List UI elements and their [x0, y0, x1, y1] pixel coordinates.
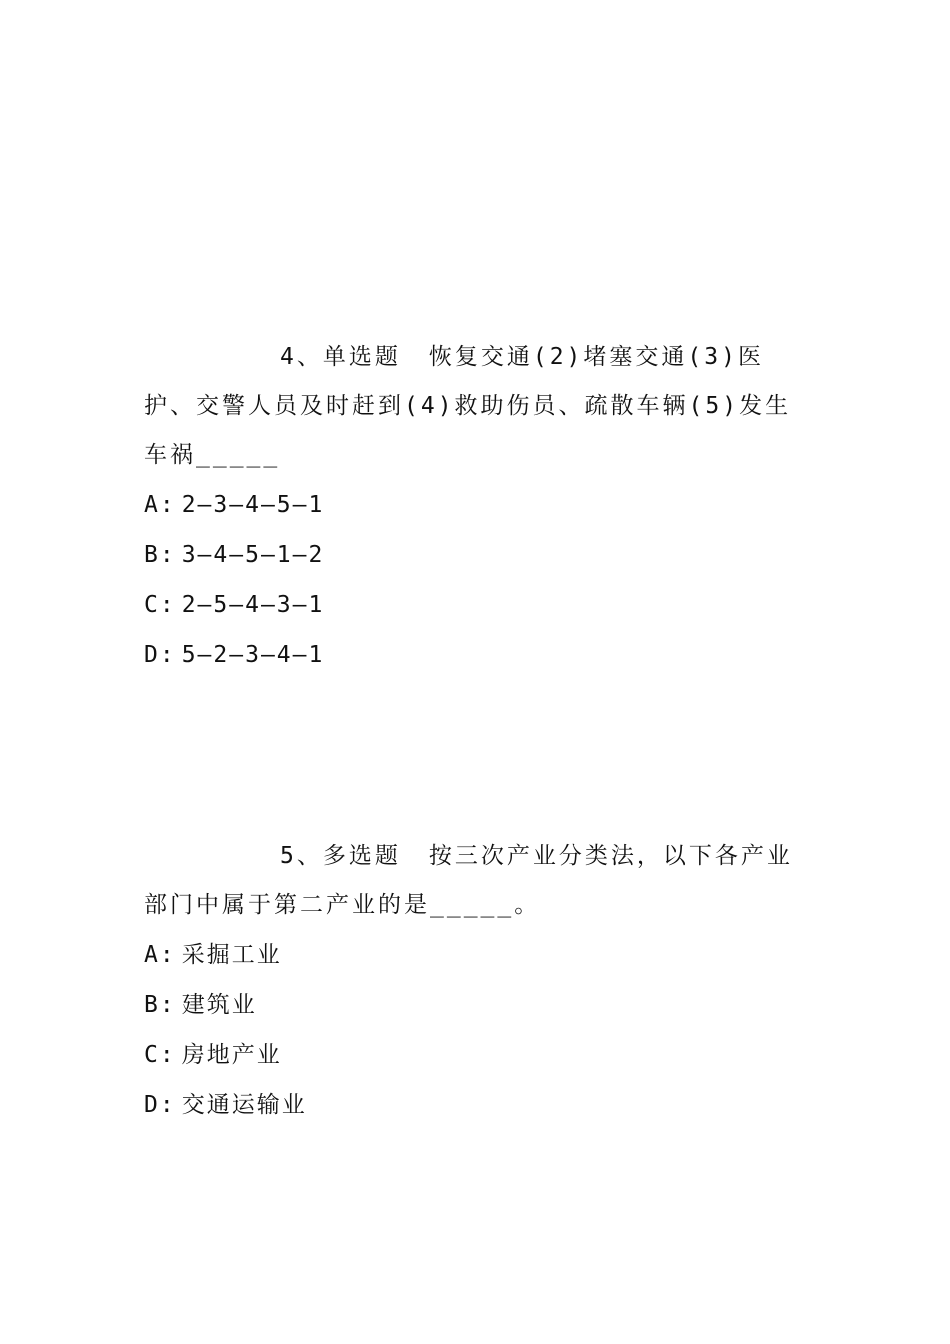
option-c[interactable] [144, 580, 804, 630]
option-text: 2—3—4—5—1 [181, 492, 325, 518]
option-c[interactable] [144, 1030, 804, 1080]
option-label: B: [144, 992, 176, 1018]
option-b[interactable] [144, 980, 804, 1030]
option-list [144, 480, 804, 680]
option-label: A: [144, 492, 176, 518]
question-type: 、单选题 [296, 344, 401, 370]
option-text: 5—2—3—4—1 [181, 642, 325, 668]
question-stem [144, 832, 804, 930]
option-list [144, 930, 804, 1130]
option-text: 建筑业 [181, 992, 257, 1018]
option-label: B: [144, 542, 176, 568]
question-5 [144, 832, 804, 1130]
question-number: 4 [280, 344, 297, 370]
option-text: 2—5—4—3—1 [181, 592, 325, 618]
option-label: D: [144, 1092, 176, 1118]
option-text: 房地产业 [181, 1042, 282, 1068]
option-label: C: [144, 1042, 176, 1068]
question-number: 5 [280, 843, 297, 869]
question-text: 恢复交通(2)堵塞交通(3)医护、交警人员及时赶到(4)救助伤员、疏散车辆(5)发生车祸_____ [144, 344, 792, 468]
option-text: 交通运输业 [181, 1092, 307, 1118]
question-stem [144, 333, 804, 480]
option-label: C: [144, 592, 176, 618]
option-b[interactable] [144, 530, 804, 580]
option-d[interactable] [144, 1080, 804, 1130]
question-text: 按三次产业分类法，以下各产业部门中属于第二产业的是_____。 [144, 843, 793, 918]
option-text: 采掘工业 [181, 942, 282, 968]
option-a[interactable] [144, 480, 804, 530]
option-text: 3—4—5—1—2 [181, 542, 325, 568]
question-type: 、多选题 [296, 843, 401, 869]
option-label: A: [144, 942, 176, 968]
option-d[interactable] [144, 630, 804, 680]
option-label: D: [144, 642, 176, 668]
option-a[interactable] [144, 930, 804, 980]
question-4 [144, 333, 804, 680]
